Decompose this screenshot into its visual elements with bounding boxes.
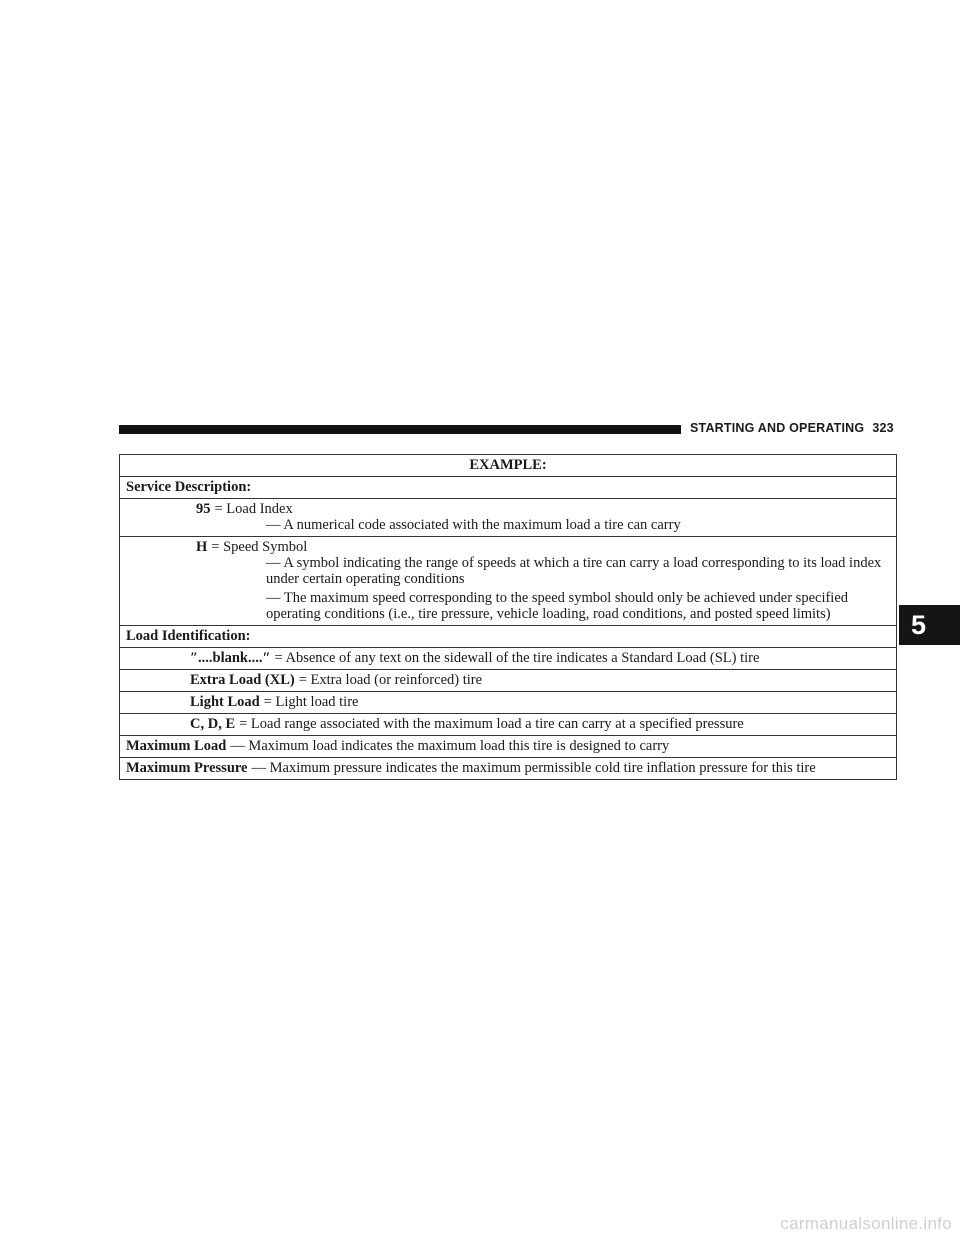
extra-load-definition: = Extra load (or reinforced) tire xyxy=(298,672,483,688)
table-row-load-range xyxy=(120,713,896,735)
watermark-url: carmanualsonline.info xyxy=(780,1214,952,1233)
tire-code-table xyxy=(119,454,897,780)
chapter-tab: 5 xyxy=(899,605,960,645)
page-number: 323 xyxy=(872,421,894,435)
load-index-definition: = Load Index xyxy=(214,501,293,517)
light-load-definition: = Light load tire xyxy=(263,694,359,710)
maximum-pressure-term: Maximum Pressure xyxy=(126,760,248,776)
maximum-load-term: Maximum Load xyxy=(126,738,227,754)
light-load-term: Light Load xyxy=(190,694,260,710)
table-title: EXAMPLE: xyxy=(469,457,547,473)
load-index-term: 95 xyxy=(196,501,211,517)
table-row-maximum-pressure xyxy=(120,757,896,779)
table-row-maximum-load xyxy=(120,735,896,757)
page-header xyxy=(690,421,894,435)
header-rule xyxy=(119,425,681,434)
maximum-pressure-definition: — Maximum pressure indicates the maximum permissible cold tire inflation pressure for this tire xyxy=(251,760,816,776)
table-row-speed-symbol xyxy=(120,536,896,625)
section-title: STARTING AND OPERATING xyxy=(690,421,865,435)
speed-symbol-entry xyxy=(126,539,890,555)
service-description-heading: Service Description: xyxy=(126,479,252,495)
table-row-light-load xyxy=(120,691,896,713)
table-row-load-index xyxy=(120,498,896,536)
maximum-load-definition: — Maximum load indicates the maximum load this tire is designed to carry xyxy=(230,738,670,754)
table-row-service-description-heading xyxy=(120,476,896,498)
blank-load-definition: = Absence of any text on the sidewall of the tire indicates a Standard Load (SL) tire xyxy=(274,650,760,666)
extra-load-term: Extra Load (XL) xyxy=(190,672,295,688)
load-index-entry xyxy=(126,501,890,517)
speed-symbol-detail-max-speed: — The maximum speed corresponding to the speed symbol should only be achieved under specified operating conditions (i.e., tire pressure, vehicle loading, road conditions, and posted speed limits) xyxy=(266,590,849,622)
load-range-definition: = Load range associated with the maximum load a tire can carry at a specified pressure xyxy=(239,716,744,732)
speed-symbol-term: H xyxy=(196,539,208,555)
table-row-load-identification-heading xyxy=(120,625,896,647)
speed-symbol-detail-range: — A symbol indicating the range of speeds at which a tire can carry a load corresponding to its load index under certain operating conditions xyxy=(266,555,882,587)
table-row-extra-load xyxy=(120,669,896,691)
table-row-blank-load xyxy=(120,647,896,669)
speed-symbol-definition: = Speed Symbol xyxy=(211,539,308,555)
load-range-term: C, D, E xyxy=(190,716,236,732)
blank-load-term: ″....blank....″ xyxy=(190,650,271,666)
load-identification-heading: Load Identification: xyxy=(126,628,251,644)
load-index-detail: — A numerical code associated with the maximum load a tire can carry xyxy=(266,517,681,533)
